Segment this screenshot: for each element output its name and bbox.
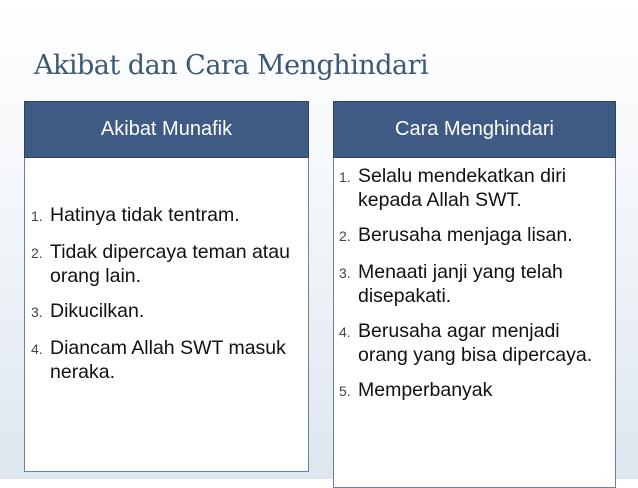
akibat-body — [24, 158, 309, 472]
item-number: 1. — [31, 208, 43, 224]
item-text: Memperbanyak — [358, 379, 493, 401]
list-item — [31, 336, 306, 384]
akibat-column — [24, 101, 309, 472]
item-number: 4. — [339, 324, 351, 340]
slide-title: Akibat dan Cara Menghindari — [34, 50, 429, 81]
item-number: 3. — [31, 304, 43, 320]
item-text: Dikucilkan. — [50, 300, 145, 322]
cara-column — [333, 101, 616, 488]
item-text: Berusaha agar menjadi orang yang bisa dipercaya. — [358, 320, 593, 366]
item-text: Menaati janji yang telah disepakati. — [358, 261, 563, 307]
item-text: Tidak dipercaya teman atau orang lain. — [50, 241, 290, 287]
list-item — [339, 164, 614, 212]
item-number: 2. — [339, 228, 351, 244]
cara-header: Cara Menghindari — [333, 101, 616, 158]
list-item — [339, 223, 614, 249]
list-item — [339, 319, 614, 367]
list-item — [31, 299, 306, 325]
item-number: 1. — [339, 169, 351, 185]
item-number: 5. — [339, 383, 351, 399]
item-text: Hatinya tidak tentram. — [50, 204, 240, 226]
akibat-list — [31, 203, 306, 395]
list-item — [31, 240, 306, 288]
item-text: Berusaha menjaga lisan. — [358, 224, 573, 246]
item-text: Diancam Allah SWT masuk neraka. — [50, 337, 286, 383]
list-item — [339, 260, 614, 308]
item-text: Selalu mendekatkan diri kepada Allah SWT. — [358, 165, 567, 211]
list-item — [31, 203, 306, 229]
cara-body — [333, 158, 616, 488]
akibat-header: Akibat Munafik — [24, 101, 309, 158]
item-number: 3. — [339, 265, 351, 281]
item-number: 4. — [31, 341, 43, 357]
cara-list — [339, 164, 614, 415]
item-number: 2. — [31, 245, 43, 261]
list-item — [339, 378, 614, 404]
